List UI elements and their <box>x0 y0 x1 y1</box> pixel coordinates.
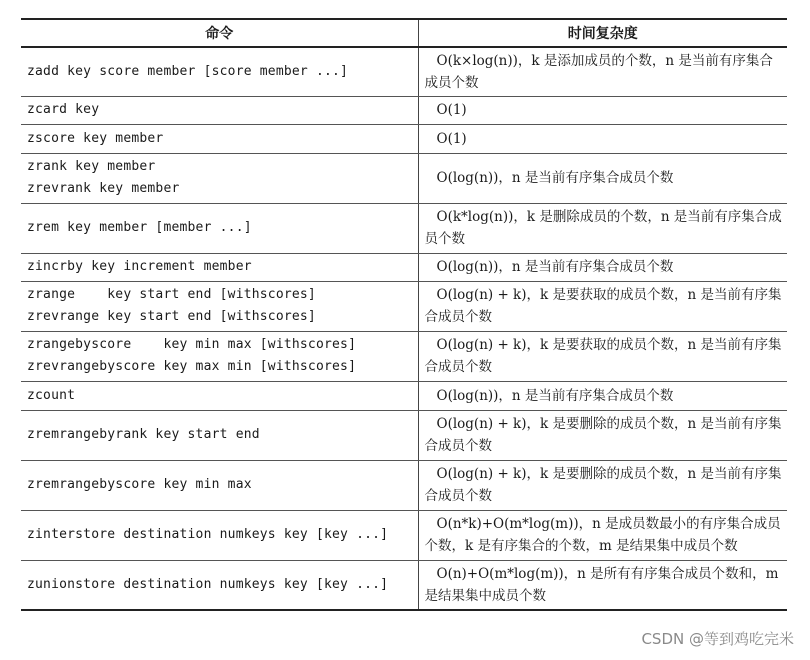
complexity-text: O(log(n))，n 是当前有序集合成员个数 <box>436 170 674 186</box>
complexity-text: O(log(n))，n 是当前有序集合成员个数 <box>436 387 674 404</box>
command-cell: zscore key member <box>21 124 418 153</box>
zset-complexity-table <box>21 18 787 611</box>
table-header <box>21 19 787 47</box>
complexity-text: O(1) <box>436 102 467 118</box>
table-row <box>21 203 787 253</box>
command-cell: zrank key member zrevrank key member <box>21 153 418 203</box>
table-row <box>21 410 787 460</box>
table-row <box>21 331 787 381</box>
command-cell: zinterstore destination numkeys key [key ...] <box>21 510 418 560</box>
command-cell: zremrangebyrank key start end <box>21 410 418 460</box>
table-row <box>21 96 787 124</box>
complexity-cell <box>418 96 787 124</box>
table-row <box>21 253 787 281</box>
header-command: 命令 <box>21 19 418 47</box>
command-cell: zcount <box>21 381 418 410</box>
table-row <box>21 460 787 510</box>
complexity-text: O(log(n) + k)，k 是要获取的成员个数，n 是当前有序集合成员个数 <box>424 337 782 375</box>
complexity-cell <box>418 331 787 381</box>
command-cell: zrangebyscore key min max [withscores] zrevrangebyscore key max min [withscores] <box>21 331 418 381</box>
table-body <box>21 47 787 610</box>
table-row <box>21 381 787 410</box>
command-cell: zrange key start end [withscores] zrevrange key start end [withscores] <box>21 281 418 331</box>
table-row <box>21 510 787 560</box>
complexity-cell <box>418 253 787 281</box>
complexity-cell <box>418 124 787 153</box>
complexity-text: O(k*log(n))，k 是删除成员的个数，n 是当前有序集合成员个数 <box>424 209 782 247</box>
complexity-text: O(log(n) + k)，k 是要删除的成员个数，n 是当前有序集合成员个数 <box>424 416 782 454</box>
complexity-text: O(log(n) + k)，k 是要获取的成员个数，n 是当前有序集合成员个数 <box>424 287 782 325</box>
csdn-watermark: CSDN @等到鸡吃完米 <box>641 630 794 648</box>
table-row <box>21 153 787 203</box>
complexity-cell <box>418 47 787 96</box>
complexity-cell <box>418 281 787 331</box>
table-row <box>21 47 787 96</box>
table-row <box>21 124 787 153</box>
complexity-text: O(k×log(n))，k 是添加成员的个数，n 是当前有序集合成员个数 <box>424 52 773 91</box>
command-cell: zrem key member [member ...] <box>21 203 418 253</box>
command-cell: zincrby key increment member <box>21 253 418 281</box>
complexity-cell <box>418 203 787 253</box>
complexity-cell <box>418 560 787 610</box>
command-cell: zcard key <box>21 96 418 124</box>
table-row <box>21 281 787 331</box>
command-cell: zadd key score member [score member ...] <box>21 47 418 96</box>
table-row <box>21 560 787 610</box>
complexity-cell <box>418 153 787 203</box>
header-complexity: 时间复杂度 <box>418 19 787 47</box>
complexity-text: O(n)+O(m*log(m))，n 是所有有序集合成员个数和，m 是结果集中成员个数 <box>424 565 779 604</box>
header-row <box>21 19 787 47</box>
complexity-cell <box>418 410 787 460</box>
complexity-table-container <box>21 18 787 611</box>
complexity-text: O(log(n) + k)，k 是要删除的成员个数，n 是当前有序集合成员个数 <box>424 466 782 504</box>
complexity-cell <box>418 381 787 410</box>
complexity-cell <box>418 510 787 560</box>
complexity-text: O(n*k)+O(m*log(m))，n 是成员数最小的有序集合成员个数，k 是有序集合的个数，m 是结果集中成员个数 <box>424 516 781 554</box>
complexity-cell <box>418 460 787 510</box>
command-cell: zremrangebyscore key min max <box>21 460 418 510</box>
complexity-text: O(1) <box>436 130 467 147</box>
complexity-text: O(log(n))，n 是当前有序集合成员个数 <box>436 259 674 275</box>
command-cell: zunionstore destination numkeys key [key ...] <box>21 560 418 610</box>
